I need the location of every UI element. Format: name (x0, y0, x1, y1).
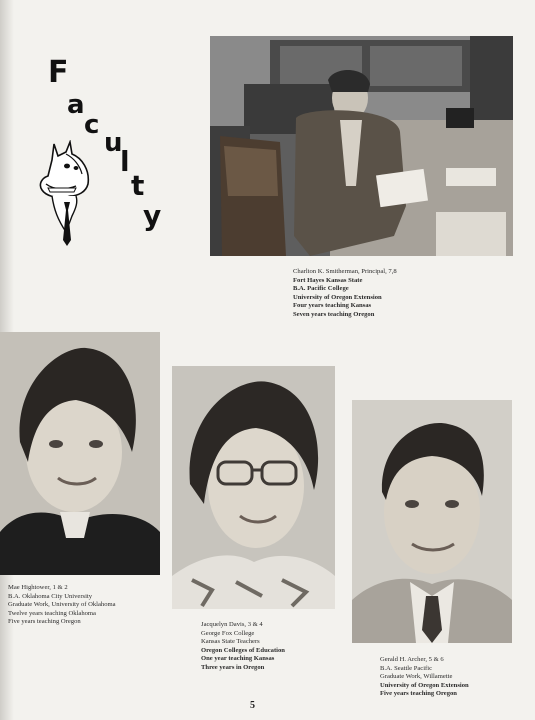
teacher-photo-archer (352, 400, 512, 643)
teacher-photo-archer-image (352, 400, 512, 643)
title-letter-y: y (143, 199, 162, 232)
principal-photo-image (210, 36, 513, 256)
teacher-caption-line: University of Oregon Extension (380, 681, 469, 689)
teacher-caption-line: Jacquelyn Davis, 3 & 4 (201, 621, 263, 628)
principal-caption-line: B.A. Pacific College (293, 285, 349, 293)
teacher-caption-line: Gerald H. Archer, 5 & 6 (380, 656, 444, 663)
page-number: 5 (250, 700, 255, 711)
teacher-photo-davis-image (172, 366, 335, 609)
principal-caption-line: Fort Hayes Kansas State (293, 276, 363, 284)
principal-caption-line: Charlton K. Smitherman, Principal, 7,8 (293, 268, 397, 275)
teacher-caption-davis (201, 621, 285, 673)
title-letter-f: F (48, 55, 69, 90)
teacher-caption-line: Graduate Work, Willamette (380, 673, 453, 681)
teacher-caption-line: Mae Hightower, 1 & 2 (8, 584, 68, 591)
title-letter-l: l (120, 145, 130, 178)
teacher-caption-line: B.A. Oklahoma City University (8, 592, 93, 600)
horse-mascot-illustration (36, 140, 96, 248)
principal-caption-line: University of Oregon Extension (293, 293, 382, 301)
principal-caption-line: Four years teaching Kansas (293, 302, 372, 310)
title-letter-u: u (104, 128, 123, 158)
teacher-photo-hightower (0, 332, 160, 575)
teacher-caption-line: Three years in Oregon (201, 663, 265, 671)
principal-caption (293, 268, 397, 320)
title-letter-a: a (67, 90, 85, 120)
title-letter-c: c (84, 110, 100, 140)
teacher-caption-line: Five years teaching Oregon (380, 690, 457, 698)
teacher-photo-davis (172, 366, 335, 609)
teacher-caption-line: B.A. Seattle Pacific (380, 664, 433, 672)
teacher-caption-line: Twelve years teaching Oklahoma (8, 609, 96, 617)
teacher-caption-line: Oregon Colleges of Education (201, 646, 285, 654)
teacher-caption-archer (380, 656, 469, 699)
teacher-caption-line: Kansas State Teachers (201, 638, 260, 646)
teacher-caption-hightower (8, 584, 116, 627)
teacher-caption-line: One year teaching Kansas (201, 655, 275, 663)
principal-photo (210, 36, 513, 256)
teacher-caption-line: George Fox College (201, 629, 255, 637)
teacher-caption-line: Five years teaching Oregon (8, 618, 81, 626)
principal-caption-line: Seven years teaching Oregon (293, 310, 375, 318)
teacher-caption-line: Graduate Work, University of Oklahoma (8, 601, 116, 609)
teacher-photo-hightower-image (0, 332, 160, 575)
title-letter-t: t (131, 169, 145, 202)
